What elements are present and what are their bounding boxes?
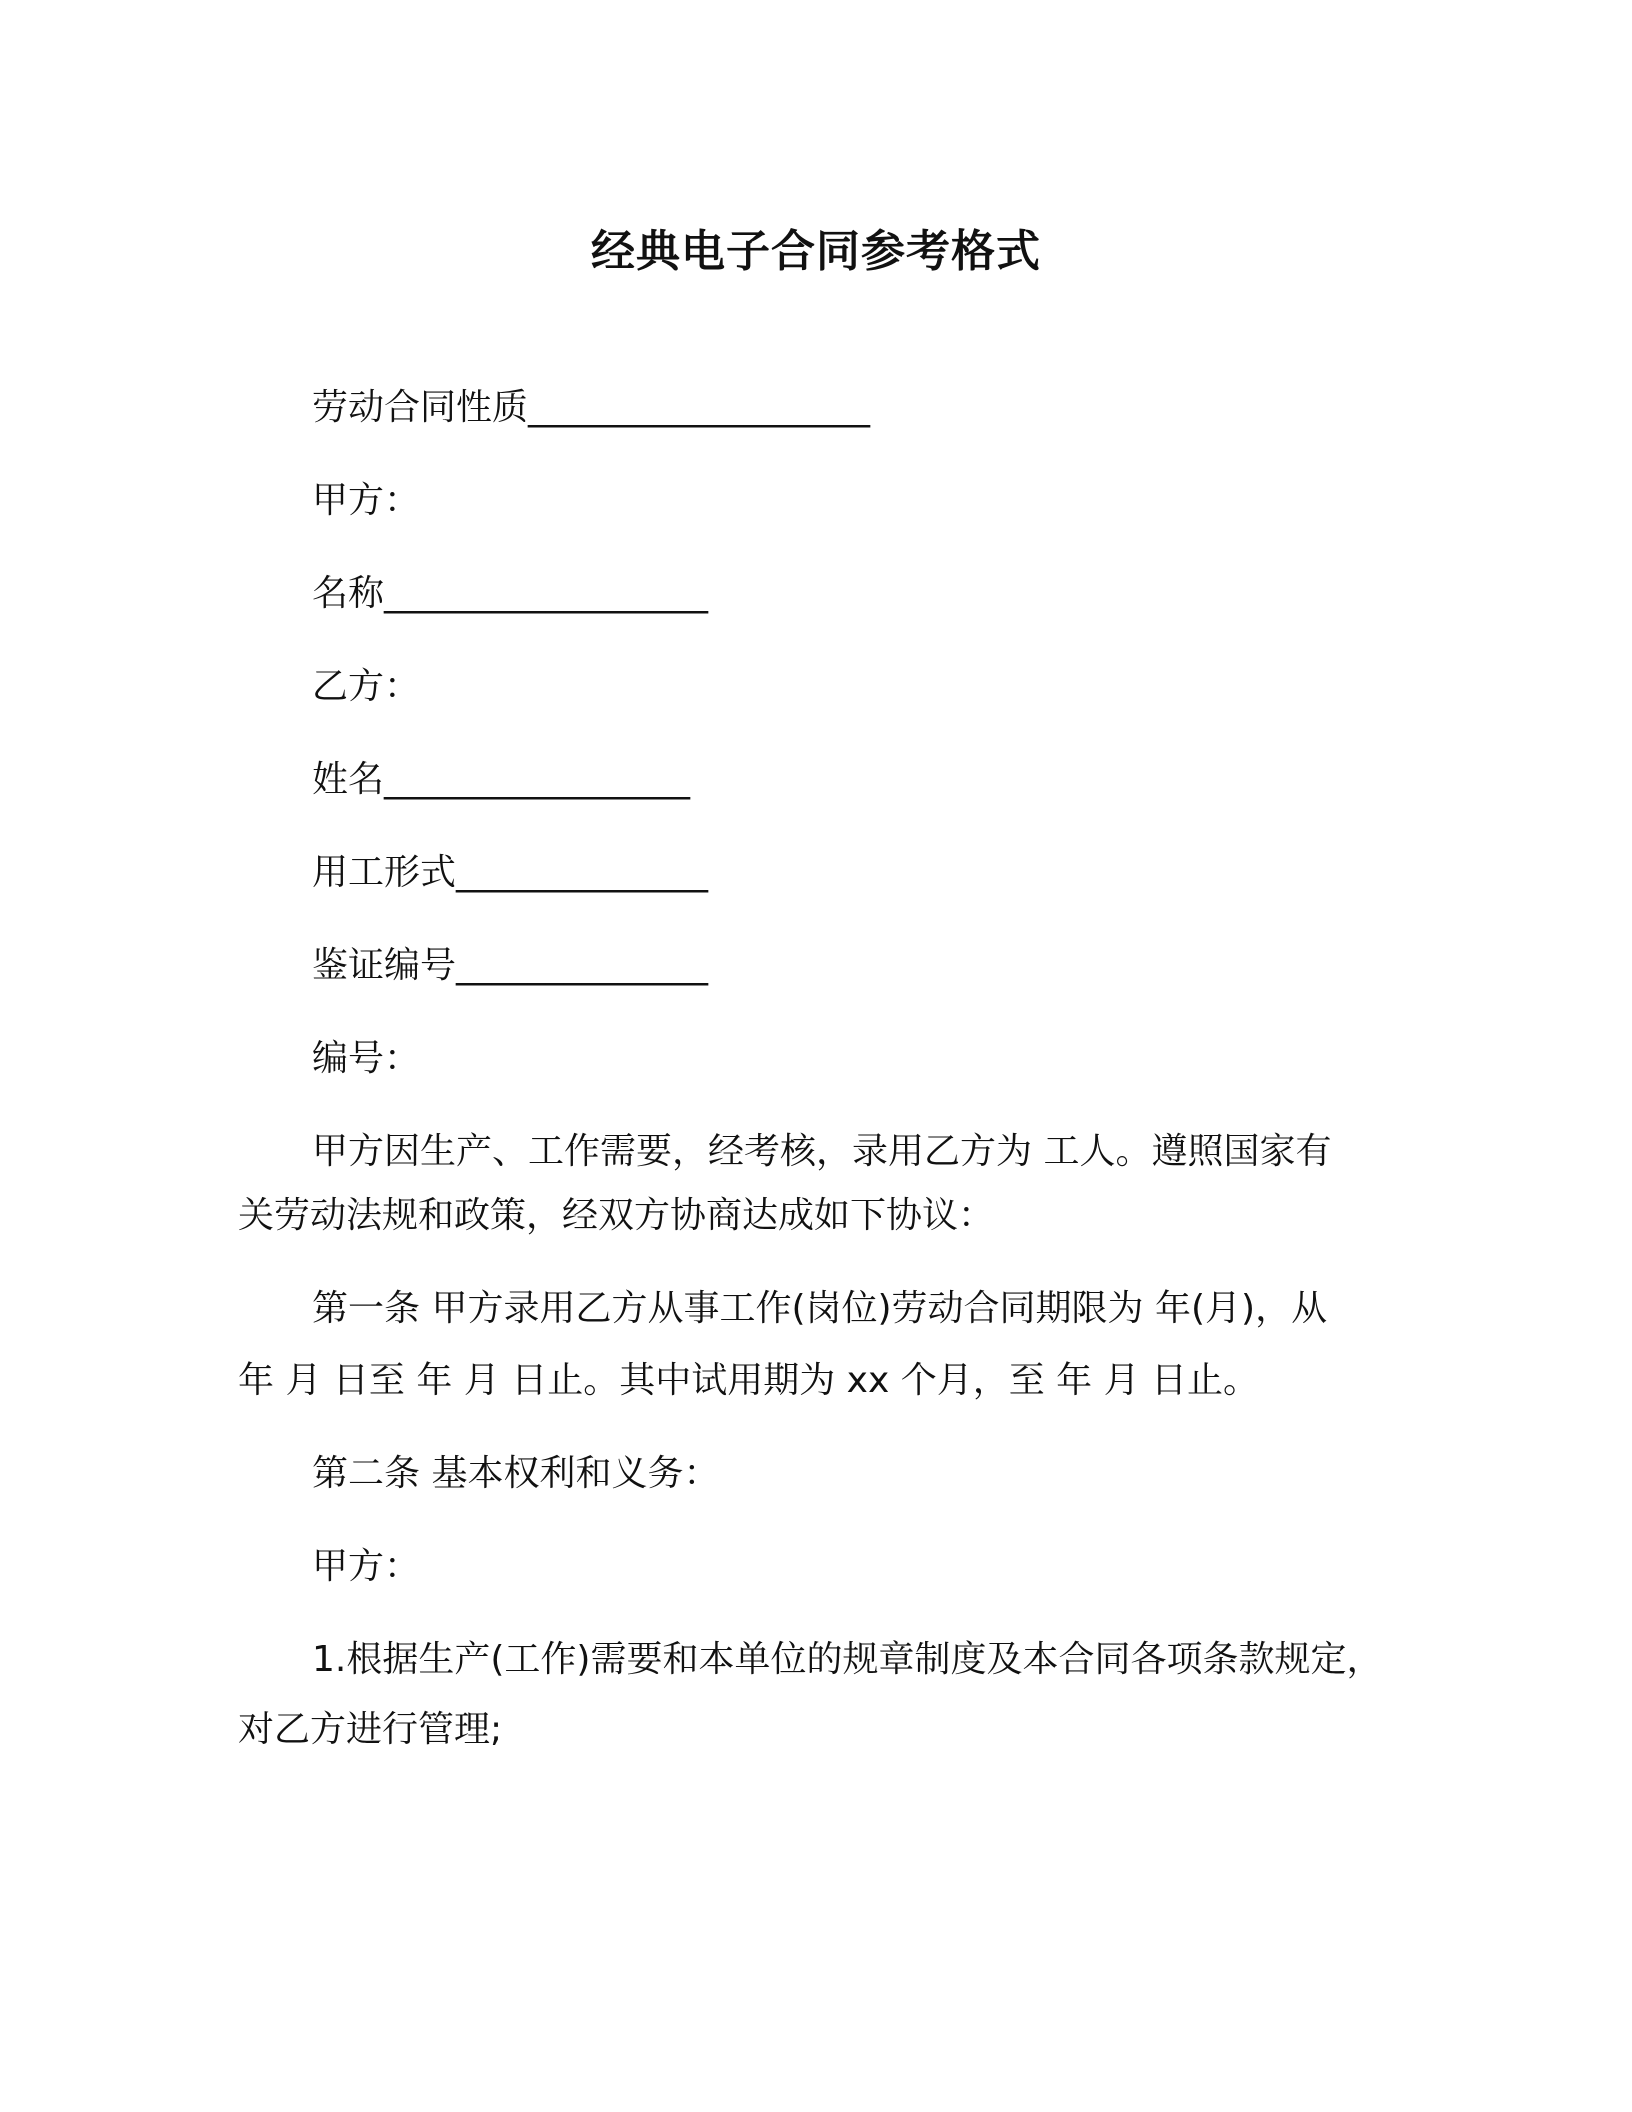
party-a-rights-label: 甲方： (312, 1546, 421, 1587)
party-a-name-line: 名称__________________ (312, 573, 709, 614)
article-1-line-2: 年 月 日至 年 月 日止。其中试用期为 xx 个月，至 年 月 日止。 (238, 1360, 1260, 1401)
employment-form-line: 用工形式______________ (312, 852, 709, 893)
intro-paragraph-line-2: 关劳动法规和政策，经双方协商达成如下协议： (238, 1195, 995, 1236)
party-b-label: 乙方： (312, 666, 421, 707)
document-title: 经典电子合同参考格式 (591, 226, 1041, 277)
article-1-line-1: 第一条 甲方录用乙方从事工作(岗位)劳动合同期限为 年(月)，从 (312, 1288, 1328, 1329)
article-2-heading: 第二条 基本权利和义务： (312, 1453, 720, 1494)
verification-number-line: 鉴证编号______________ (312, 945, 709, 986)
serial-number-label: 编号： (312, 1038, 421, 1079)
contract-nature-line: 劳动合同性质___________________ (312, 387, 871, 428)
party-a-label: 甲方： (312, 480, 421, 521)
intro-paragraph-line-1: 甲方因生产、工作需要，经考核，录用乙方为 工人。遵照国家有 (312, 1131, 1332, 1172)
clause-1-line-1: 1.根据生产(工作)需要和本单位的规章制度及本合同各项条款规定， (312, 1639, 1383, 1680)
clause-1-line-2: 对乙方进行管理; (238, 1709, 503, 1750)
party-b-name-line: 姓名_________________ (312, 759, 691, 800)
